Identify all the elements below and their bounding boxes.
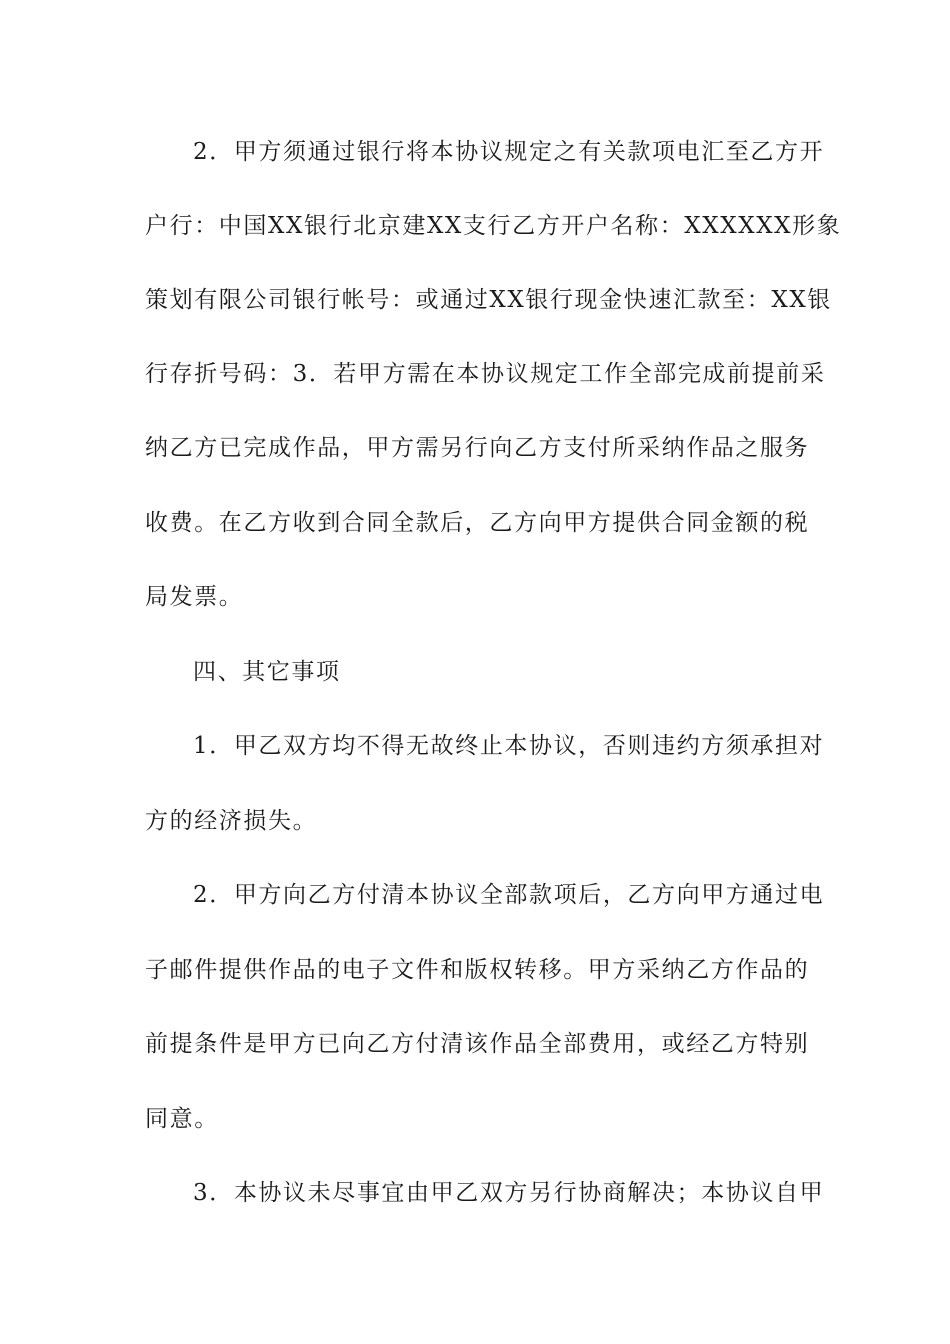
text-line: 2．甲方须通过银行将本协议规定之有关款项电汇至乙方开 [193,139,825,165]
text-line: 1．甲乙双方均不得无故终止本协议，否则违约方须承担对 [193,733,825,759]
text-line: 行存折号码：3．若甲方需在本协议规定工作全部完成前提前采 [145,361,826,387]
text-line: 子邮件提供作品的电子文件和版权转移。甲方采纳乙方作品的 [145,957,810,983]
text-line: 前提条件是甲方已向乙方付清该作品全部费用，或经乙方特别 [145,1031,810,1057]
section-heading: 四、其它事项 [193,659,341,685]
text-line: 同意。 [145,1106,219,1132]
text-line: 2．甲方向乙方付清本协议全部款项后，乙方向甲方通过电 [193,882,825,908]
text-line: 户行：中国XX银行北京建XX支行乙方开户名称：XXXXXX形象 [145,213,842,239]
text-line: 局发票。 [145,584,244,610]
text-line: 3．本协议未尽事宜由甲乙双方另行协商解决；本协议自甲 [193,1180,825,1206]
text-line: 收费。在乙方收到合同全款后，乙方向甲方提供合同金额的税 [145,510,810,536]
text-line: 纳乙方已完成作品，甲方需另行向乙方支付所采纳作品之服务 [145,435,810,461]
text-line: 策划有限公司银行帐号：或通过XX银行现金快速汇款至：XX银 [145,287,832,313]
text-line: 方的经济损失。 [145,808,318,834]
